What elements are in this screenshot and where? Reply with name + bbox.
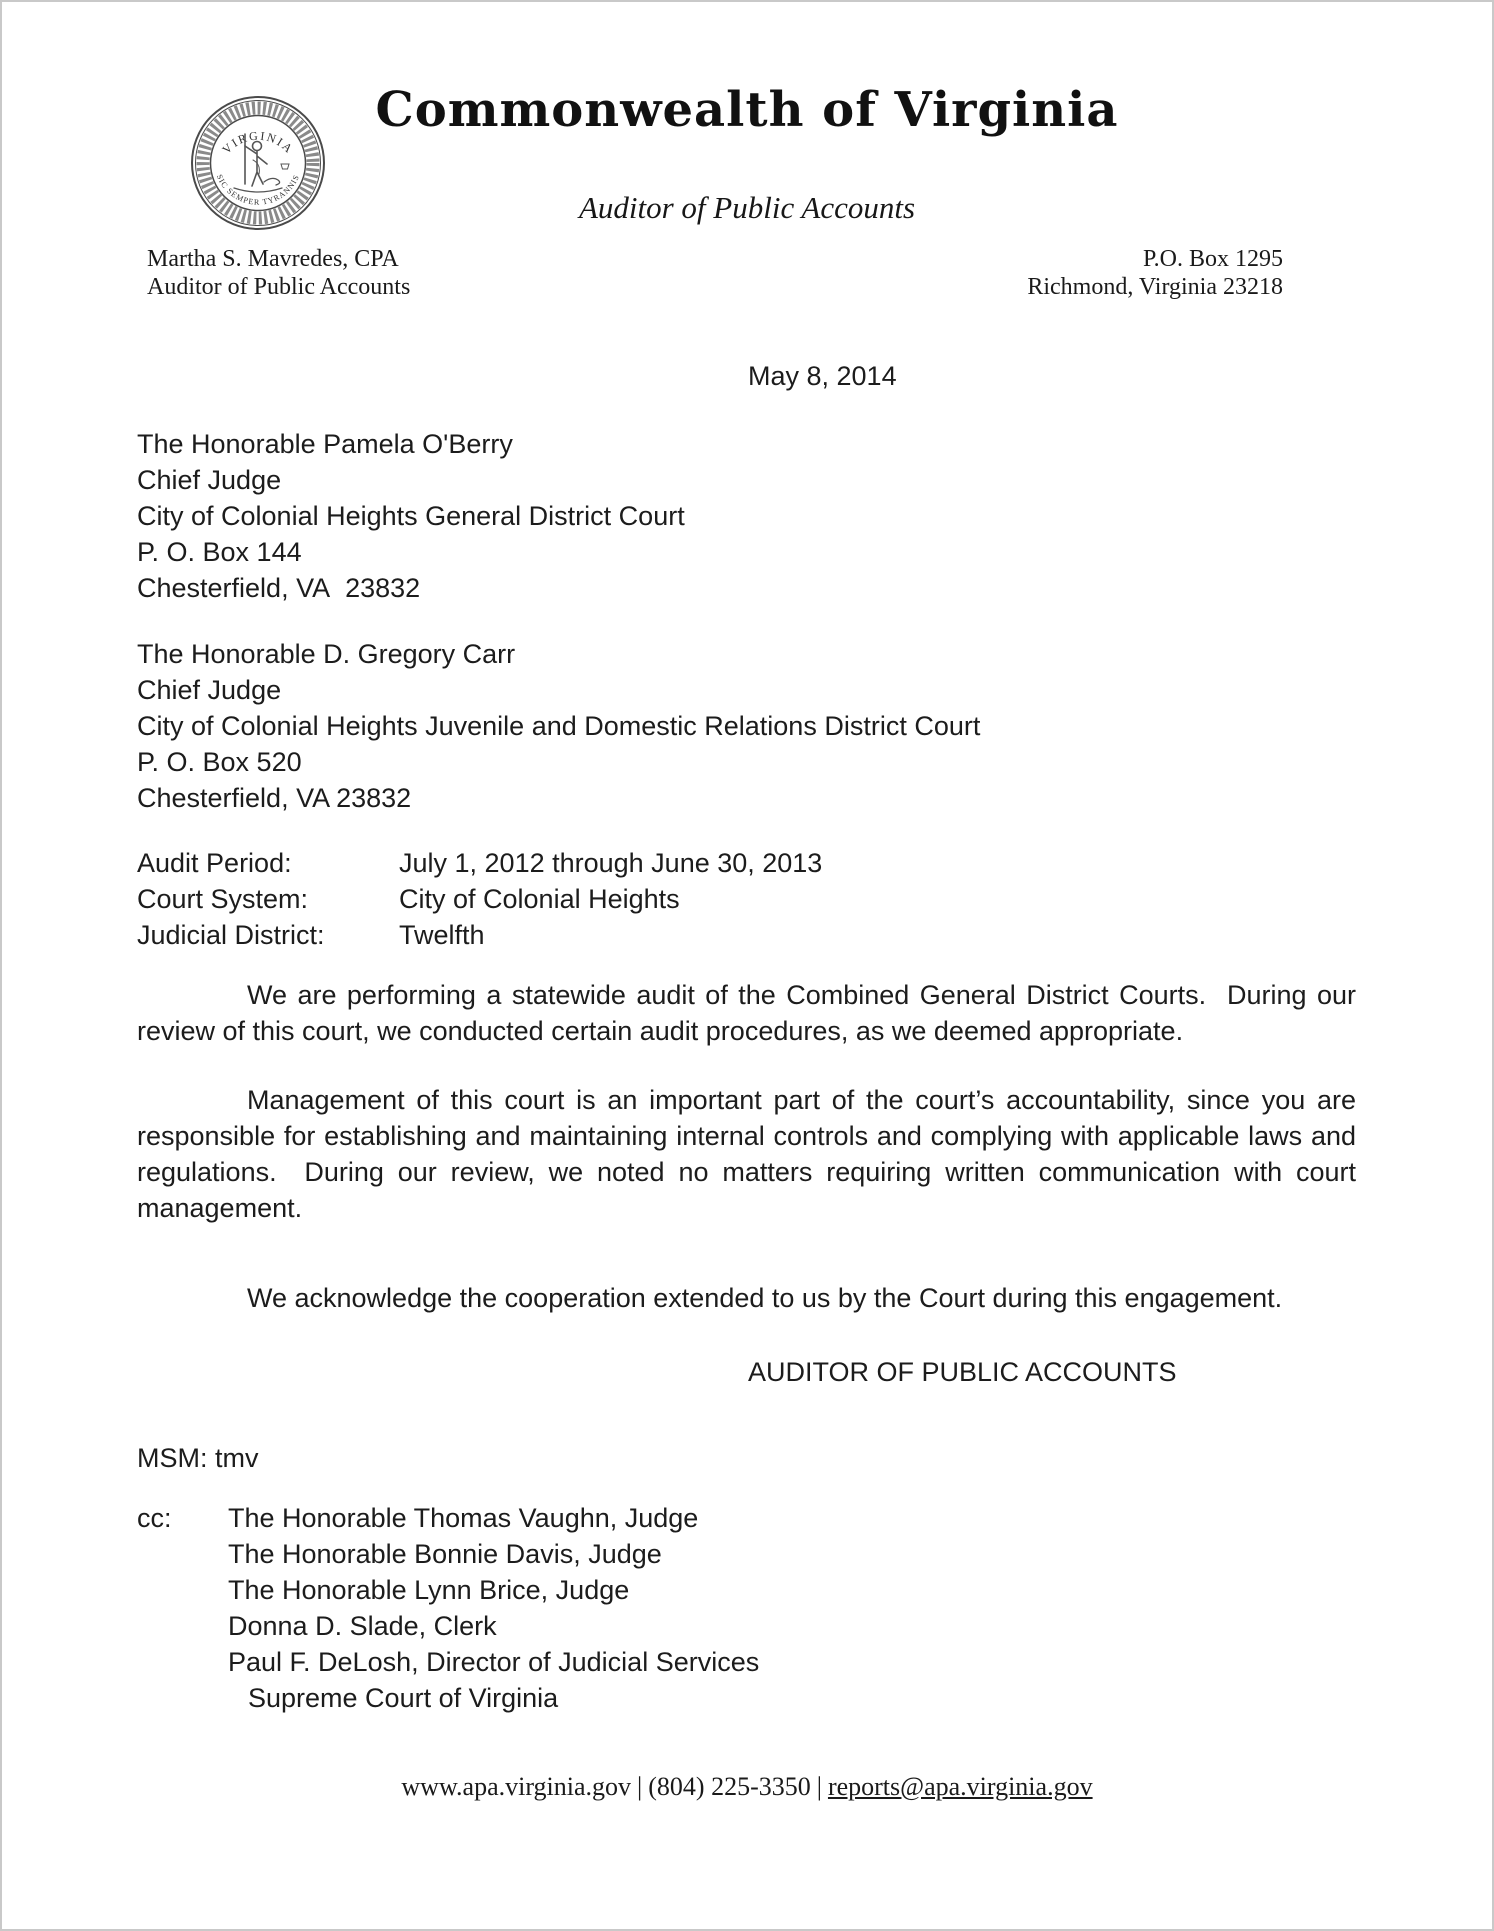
recipient-line: The Honorable D. Gregory Carr bbox=[137, 639, 516, 669]
body-paragraph-2: Management of this court is an important part of the court’s accountability, since you are responsible for establishing and maintaining internal controls and complying with applicable laws and regulations. During our review, we noted no matters requiring written communication with court management. bbox=[137, 1085, 1356, 1223]
auditor-name-block bbox=[147, 245, 410, 301]
audit-info-row bbox=[137, 845, 1356, 881]
audit-info-row bbox=[137, 917, 1356, 953]
fallen-crown-icon bbox=[281, 164, 289, 169]
cc-block bbox=[137, 1500, 1356, 1716]
office-po-box: P.O. Box 1295 bbox=[1142, 246, 1283, 272]
reference-initials: MSM: tmv bbox=[137, 1443, 259, 1473]
footer-phone: (804) 225-3350 bbox=[648, 1772, 811, 1801]
recipient-line: P. O. Box 144 bbox=[137, 537, 302, 567]
audit-info-row bbox=[137, 881, 1356, 917]
body-paragraph-1: We are performing a statewide audit of the Combined General District Courts. During our review of this court, we conducted certain audit procedures, as we deemed appropriate. bbox=[137, 980, 1356, 1046]
office-city: Richmond, Virginia 23218 bbox=[1027, 274, 1283, 300]
audit-period-value: July 1, 2012 through June 30, 2013 bbox=[399, 848, 823, 878]
footer-separator: | bbox=[637, 1772, 643, 1801]
seal-bottom-text: SIC SEMPER TYRANNIS bbox=[214, 173, 302, 207]
cc-recipient: The Honorable Lynn Brice, Judge bbox=[228, 1575, 630, 1605]
footer-email-link[interactable]: reports@apa.virginia.gov bbox=[827, 1772, 1093, 1801]
footer-separator: | bbox=[816, 1772, 822, 1801]
recipient-line: Chesterfield, VA 23832 bbox=[137, 573, 421, 603]
recipient-line: City of Colonial Heights General District Court bbox=[137, 501, 685, 531]
cc-recipient-org: Supreme Court of Virginia bbox=[248, 1683, 559, 1713]
cc-names bbox=[228, 1500, 759, 1716]
cc-recipient: Donna D. Slade, Clerk bbox=[228, 1611, 497, 1641]
recipient-line: Chief Judge bbox=[137, 465, 282, 495]
judicial-district-label: Judicial District: bbox=[137, 920, 325, 950]
recipient-address-2 bbox=[137, 636, 1356, 816]
recipient-line: Chesterfield, VA 23832 bbox=[137, 783, 412, 813]
judicial-district-value: Twelfth bbox=[399, 920, 485, 950]
cc-recipient: Paul F. DeLosh, Director of Judicial Services bbox=[228, 1647, 760, 1677]
cc-recipient: The Honorable Thomas Vaughn, Judge bbox=[228, 1503, 699, 1533]
office-address-block bbox=[1027, 245, 1283, 301]
recipient-line: City of Colonial Heights Juvenile and Domestic Relations District Court bbox=[137, 711, 981, 741]
signature-block bbox=[137, 1354, 1356, 1390]
cc-label: cc: bbox=[137, 1503, 172, 1533]
recipient-line: The Honorable Pamela O'Berry bbox=[137, 429, 513, 459]
recipient-line: Chief Judge bbox=[137, 675, 282, 705]
court-system-label: Court System: bbox=[137, 884, 309, 914]
recipient-address-1 bbox=[137, 426, 1356, 606]
audit-period-label: Audit Period: bbox=[137, 848, 292, 878]
letterhead-title: Commonwealth of Virginia bbox=[375, 82, 1119, 138]
auditor-title: Auditor of Public Accounts bbox=[147, 274, 411, 300]
seal-top-text: VIRGINIA bbox=[219, 128, 297, 157]
court-system-value: City of Colonial Heights bbox=[399, 884, 680, 914]
footer-website: www.apa.virginia.gov bbox=[401, 1772, 632, 1801]
recipient-line: P. O. Box 520 bbox=[137, 747, 302, 777]
signature-org: AUDITOR OF PUBLIC ACCOUNTS bbox=[748, 1357, 1177, 1387]
body-paragraph-3: We acknowledge the cooperation extended to us by the Court during this engagement. bbox=[247, 1283, 1283, 1313]
audit-info-table bbox=[137, 845, 1356, 953]
auditor-name: Martha S. Mavredes, CPA bbox=[147, 246, 399, 272]
page-footer bbox=[2, 1772, 1492, 1802]
cc-recipient: The Honorable Bonnie Davis, Judge bbox=[228, 1539, 662, 1569]
letter-date: May 8, 2014 bbox=[748, 361, 897, 391]
letterhead-subtitle: Auditor of Public Accounts bbox=[578, 190, 916, 225]
